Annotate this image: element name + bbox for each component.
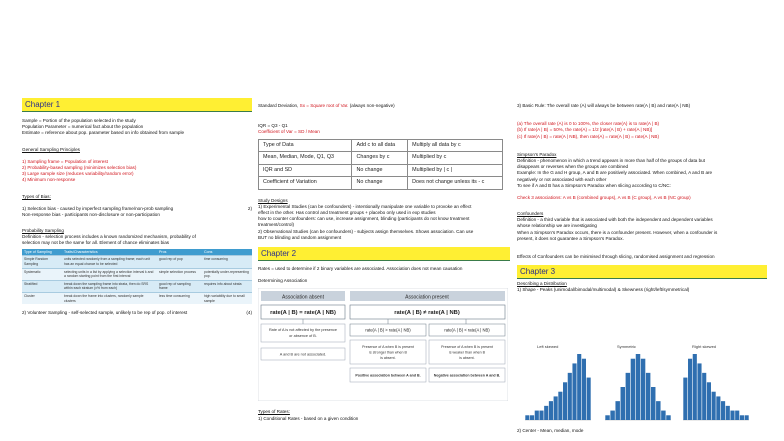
confounders-line: present, it does not guarantee a Simpson's Paradox.	[517, 235, 624, 241]
simpsons-line: Definition - phenomenon in which a trend appears in more than half of the groups of data but	[517, 157, 705, 163]
table-row: Coefficient of Variation No change Does not change unless its - c	[259, 177, 503, 190]
bias-heading: Types of Bias:	[22, 193, 51, 199]
column-left	[22, 98, 252, 316]
hist-bar	[693, 354, 697, 420]
hist-label-symmetric: Symmetric	[617, 344, 636, 349]
selection-bias-num: 2)	[247, 205, 252, 211]
iqr-line: IQR = Q3 - Q1	[258, 123, 288, 129]
estimate-definition: Estimate = reference about pop. parameter based on info obtained from sample	[22, 130, 185, 136]
sampling-types-table	[22, 249, 252, 305]
volunteer-row	[22, 310, 252, 316]
study-line: treatment/control)	[258, 222, 294, 228]
pos-note-2: is stronger than when B	[369, 350, 407, 355]
study-line: how to counter confounders: can use, increase assignment, blinding (participants do not know treatment	[258, 216, 470, 222]
hist-bar	[656, 401, 660, 420]
neg-label: Negative association between A and B.	[433, 373, 501, 378]
confounders-line: Definition - a third variable that is associated with both the independent and dependent variables	[517, 217, 713, 223]
principle-3: 3) Large sample size (reduces variability/random error)	[22, 171, 134, 177]
pos-label: Positive association between A and B.	[355, 373, 421, 378]
hist-bar	[544, 406, 548, 420]
hist-bar	[661, 411, 665, 420]
std-dev-prefix: Standard Deviation,	[258, 103, 299, 108]
study-line: BUT no blinding and random assignment	[258, 234, 342, 240]
neg-note-3: is absent.	[459, 356, 475, 361]
table-row: Simple Random Sampling units selected randomly from a sampling frame; each unit has an equal chance to be selected good rep of pop time consuming	[22, 256, 252, 268]
header-absent: Association absent	[282, 294, 324, 301]
hist-bar	[587, 378, 591, 420]
principle-2: 2) Probability-based sampling (minimizes selection bias)	[22, 164, 137, 170]
determining-association: Determining Association	[258, 278, 308, 284]
association-diagram	[258, 288, 508, 401]
hist-bar	[730, 411, 734, 420]
chapter-1-banner: Chapter 1	[22, 98, 252, 112]
hist-bar	[568, 373, 572, 420]
principle-4: 4) Minimum non-response	[22, 177, 76, 183]
chapter-2-banner: Chapter 2	[258, 247, 510, 261]
hist-bar	[683, 378, 687, 420]
th-traits: Traits/Characteristics	[62, 249, 157, 256]
hist-bar	[697, 363, 701, 420]
hist-bar	[558, 392, 562, 420]
volunteer-sampling: 2) Volunteer Sampling - self-selected sample, unlikely to be rep of pop. of interest	[22, 310, 188, 316]
pos-note-3: is absent.	[380, 356, 396, 361]
hist-bar	[626, 373, 630, 420]
th-type: Type of Sampling	[22, 249, 62, 256]
hist-bar	[525, 415, 529, 420]
table-row: Cluster break down the frame into clusters, randomly sample clusters less time consuming high variability due to small sample	[22, 293, 252, 305]
study-line: 2) Observational Studies (can be confounders) - subjects assign themselves. Shows association. Can use	[258, 228, 474, 234]
center-line: 2) Center - Mean, median, mode	[517, 428, 584, 433]
th-cons: Cons	[202, 249, 252, 256]
hist-bar	[605, 415, 609, 420]
study-line: effect in the other. Has control and treatment groups + placebo only used in exp studies	[258, 209, 436, 215]
confounders-heading: Confounders	[517, 211, 544, 217]
formula-present: rate(A | B) ≠ rate(A | NB)	[394, 310, 460, 317]
table-row: Type of Data Add c to all data Multiply all data by c	[259, 139, 503, 152]
std-dev-formula: Sx = Square root of Var.	[299, 103, 349, 108]
hist-bar	[712, 392, 716, 420]
conditional-rates: 1) Conditional Rates - based on a given condition	[258, 415, 359, 421]
hist-bar	[563, 382, 567, 420]
hist-bar	[651, 387, 655, 420]
hist-bar	[641, 359, 645, 420]
hist-bar	[666, 415, 670, 420]
column-right	[517, 98, 767, 294]
std-dev-suffix: (always non-negative)	[349, 103, 395, 108]
hist-label-right: Right skewed	[692, 344, 717, 349]
basic-rule: 3) Basic Rule: The overall rate (A) will always be between rate(A | B) and rate(A | NB)	[517, 103, 691, 108]
parameter-definition: Population Parameter = numerical fact about the population	[22, 124, 144, 130]
note-absent-2: or absence of B.	[289, 334, 317, 339]
hist-bar	[530, 415, 534, 420]
formula-absent: rate(A | B) = rate(A | NB)	[270, 310, 336, 317]
hist-label-left: Left skewed	[537, 344, 559, 349]
effects-of-confounders: Effects of Confounders can be minimised through slicing, randomised assignment and regression	[517, 254, 715, 259]
symmetry-rule-b: (b) If rate(A | B) = 50%, the rate(A) = 1/2 [rate(A | B) + rate(A | NB)]	[517, 127, 653, 133]
simpsons-heading: Simpson's Paradox	[517, 151, 557, 157]
table-row: Mean, Median, Mode, Q1, Q3 Changes by c Multiplied by c	[259, 152, 503, 165]
study-designs-heading: Study Designs	[258, 197, 288, 203]
rates-line: Rates = used to determine if 2 binary variables are associated. Association does not mean causation	[258, 265, 463, 271]
shape-line: 1) Shape - Peaks (unimodal/bimodal/multimodal) & Skewness (right/left/symmetrical)	[517, 287, 690, 293]
table-row: Stratified break down the sampling frame into strata, then do SRS within each stratum (x% from each) good rep of sampling frame requires info about strata	[22, 280, 252, 292]
sample-definition: Sample = Portion of the population selected in the study	[22, 118, 136, 123]
describing-distribution: Describing a Distribution	[517, 281, 567, 287]
table-row: Systematic selecting units in a list by applying a selection interval k and a random starting point from the first interval simple selection process potentially under-representing pop.	[22, 268, 252, 280]
volunteer-num: (4)	[246, 310, 252, 316]
symmetry-rule-c: (c) If rate(A | B) = rate(A | NB), then rate(A) = rate(A | B) = rate(A | NB)	[517, 133, 659, 139]
hist-bar	[721, 401, 725, 420]
probability-sampling-def-2: selection may not be the same for all. Element of chance eliminates bias	[22, 240, 170, 246]
simpsons-check: Check 3 associations: A vs B (combined groups), A vs B (C group), A vs B (NC group)	[517, 194, 691, 200]
pos-note-1: Presence of A when B is present	[362, 345, 414, 350]
simpsons-line: Example: In the G and H group, A and B are positively associated. When combined, A and B are	[517, 170, 713, 176]
note-absent-box	[261, 324, 345, 342]
header-present: Association present	[405, 294, 449, 301]
selection-bias: 1) Selection bias - caused by imperfect sampling frame/non-prob sampling	[22, 205, 174, 211]
probability-sampling-heading: Probability Sampling	[22, 228, 64, 234]
hist-bar	[702, 373, 706, 420]
skewness-histograms	[517, 340, 767, 424]
hist-bar	[610, 411, 614, 420]
table-row: IQR and SD No change Multiplied by | c |	[259, 164, 503, 177]
probability-sampling-def-1: Definition - selection process includes a known randomized mechanism, probability of	[22, 234, 196, 240]
confounders-line: When a Simpson's Paradox occurs, there is a confounder present. However, when a confounder is	[517, 229, 718, 235]
confounders-line: whose relationship we are investigating	[517, 223, 597, 229]
simpsons-line: negatively or not associated with each other	[517, 176, 607, 182]
hist-bar	[549, 401, 553, 420]
hist-bar	[582, 359, 586, 420]
hist-bar	[636, 354, 640, 420]
hist-bar	[745, 415, 749, 420]
hist-bar	[572, 363, 576, 420]
mid-neg: rate(A | B) < rate(A | NB)	[444, 327, 490, 333]
hist-bar	[688, 359, 692, 420]
hist-bar	[646, 373, 650, 420]
study-line: 1) Experimental Studies (can be confounders) - intentionally manipulate one variable to provoke an effect	[258, 203, 472, 209]
hist-bar	[535, 411, 539, 420]
data-transform-table	[258, 139, 503, 190]
hist-bar	[539, 411, 543, 420]
types-of-rates: Types of Rates:	[258, 409, 290, 415]
cov-line: Coefficient of Var = SD / Mean	[258, 129, 320, 135]
hist-bar	[707, 382, 711, 420]
principle-1: 1) Sampling frame = Population of interest	[22, 158, 108, 164]
histogram-bars	[525, 354, 749, 420]
column-middle	[258, 98, 510, 422]
hist-bar	[716, 396, 720, 420]
hist-bar	[621, 387, 625, 420]
neg-note-1: Presence of A when B is present	[441, 345, 493, 350]
hist-bar	[735, 411, 739, 420]
hist-bar	[631, 359, 635, 420]
chapter-3-banner: Chapter 3	[517, 265, 767, 279]
hist-bar	[740, 415, 744, 420]
note-absent-1: Rate of A is not affected by the presence	[268, 328, 338, 333]
symmetry-rule-a: (a) The overall rate (A) is 0 to 100%, the closer rate(A) is to rate(A | B)	[517, 121, 660, 127]
hist-bar	[615, 401, 619, 420]
note-absent-3: A and B are not associated.	[279, 352, 327, 357]
hist-bar	[554, 396, 558, 420]
non-response-bias: Non-response bias - participants non-disclosure or non-participation	[22, 211, 160, 217]
hist-bar	[577, 354, 581, 420]
simpsons-line: To see if A and B has a Simpson's Paradox when slicing according to C/NC:	[517, 182, 671, 188]
neg-note-2: is weaker than when B	[448, 350, 486, 355]
mid-pos: rate(A | B) > rate(A | NB)	[365, 327, 411, 333]
hist-bar	[726, 406, 730, 420]
th-pros: Pros	[157, 249, 202, 256]
sampling-principles-heading: General Sampling Principles	[22, 146, 80, 152]
simpsons-line: disappears or reverses when the groups are combined	[517, 164, 629, 170]
